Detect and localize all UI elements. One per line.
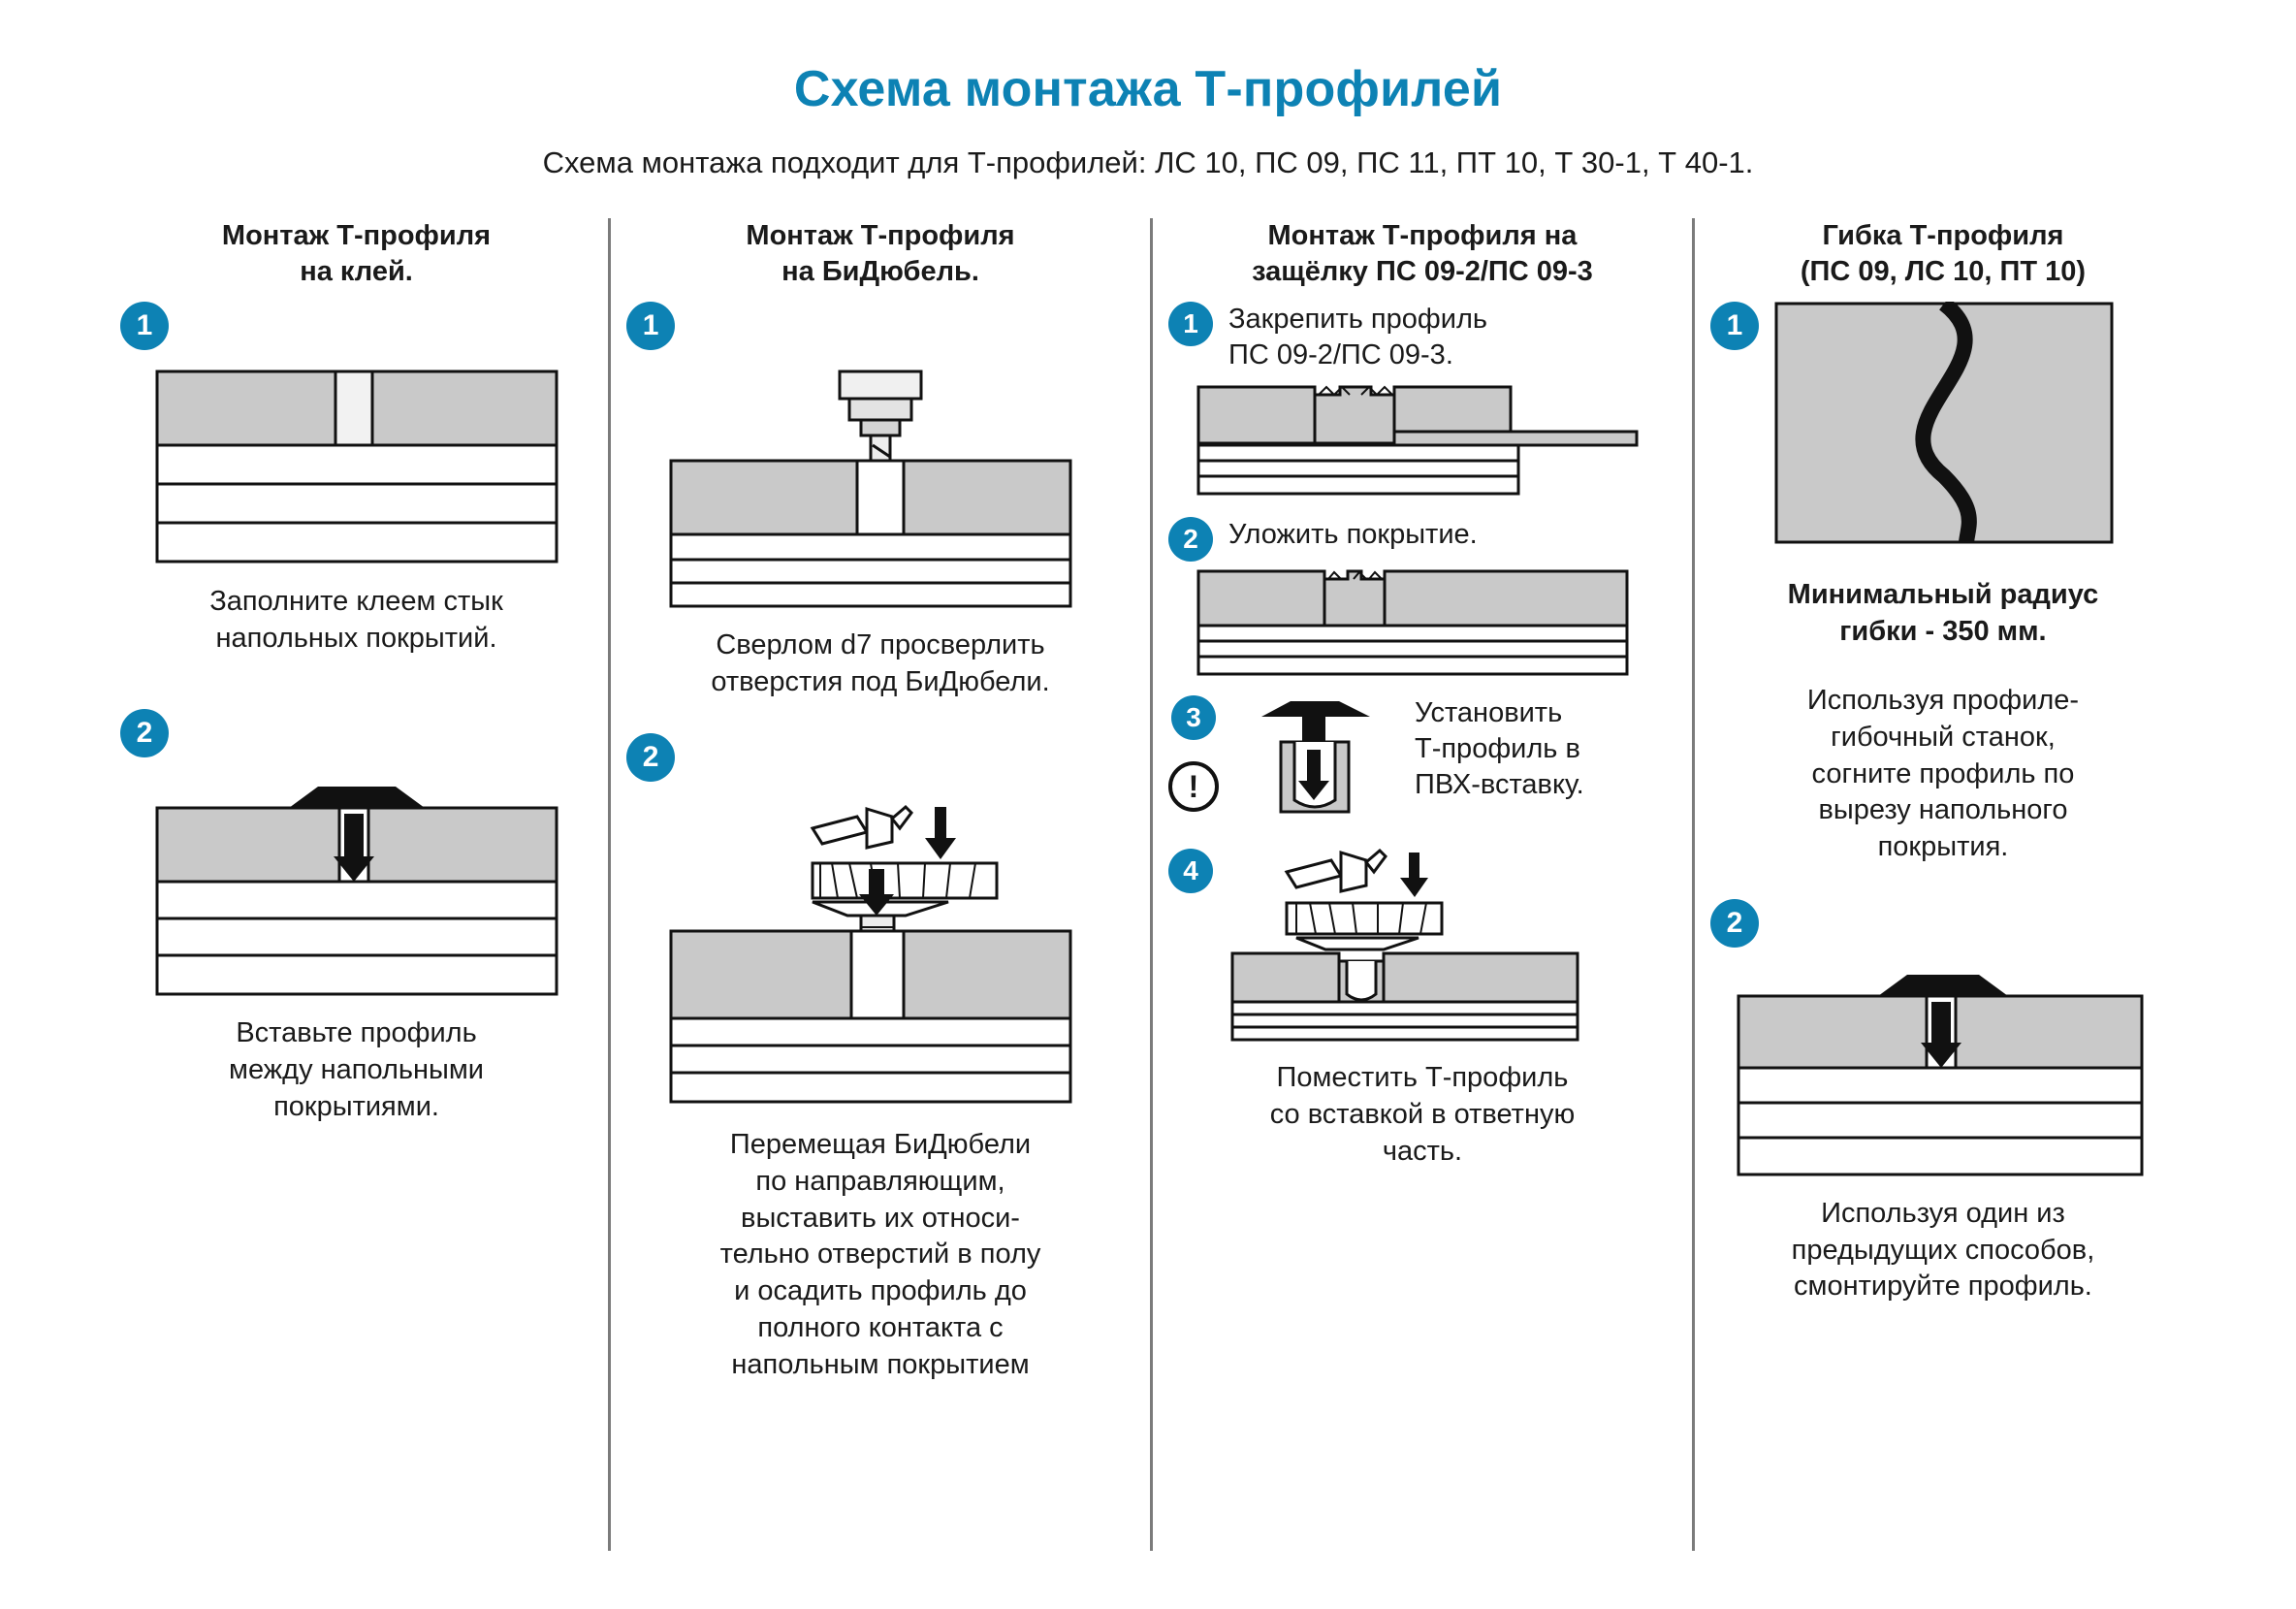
column-latch-mounting: [1150, 218, 1692, 1551]
illustration-lay-covering: [1195, 562, 1650, 678]
step-badge: 2: [1168, 517, 1213, 562]
column-3-step-2-row: [1168, 517, 1676, 562]
columns-container: [105, 218, 2191, 1551]
column-3-step-2-text: Уложить покрытие.: [1228, 519, 1478, 551]
step-badge: 2: [120, 709, 169, 757]
illustration-bent-profile-top-view: [1774, 302, 2114, 544]
column-3-step-3-row: [1168, 695, 1676, 831]
column-1-heading: Монтаж Т-профиля на клей.: [221, 220, 492, 288]
column-2-heading: Монтаж Т-профиля на БиДюбель.: [746, 220, 1015, 288]
page-title: Схема монтажа Т-профилей: [793, 61, 1503, 117]
column-4-step-1-caption: Используя профиле- гибочный станок, согните профиль по вырезу напольного покрытия.: [1806, 685, 2080, 863]
column-2-step-1-caption: Сверлом d7 просверлить отверстия под БиДюбели.: [711, 629, 1050, 697]
step-badge: 4: [1168, 849, 1213, 893]
column-glue-mounting: [105, 218, 608, 1551]
column-2-step-1-badge-row: [626, 302, 1134, 350]
column-3-step-4-caption: Поместить Т-профиль со вставкой в ответную часть.: [1269, 1062, 1576, 1167]
step-badge: 1: [1168, 302, 1213, 346]
illustration-install-bent-profile: [1735, 965, 2152, 1178]
illustration-hammer-bidubel: [667, 799, 1094, 1110]
column-4-step-2-badge-row: [1710, 899, 2176, 948]
column-2-step-2-badge-row: [626, 733, 1134, 782]
column-1-step-1-caption: Заполните клеем стык напольных покрытий.: [209, 586, 503, 654]
illustration-insert-into-pvc: [1234, 695, 1399, 831]
column-1-step-1-badge-row: [120, 302, 592, 350]
column-1-step-2-caption: Вставьте профиль между напольными покрытиями.: [229, 1017, 484, 1122]
column-3-step-1-text: Закрепить профиль ПС 09-2/ПС 09-3.: [1228, 304, 1487, 371]
step-badge: 1: [1710, 302, 1759, 350]
step-badge: 2: [626, 733, 675, 782]
column-4-step-1-row: [1710, 302, 2176, 544]
step-badge: 3: [1171, 695, 1216, 740]
warning-icon: !: [1168, 761, 1219, 812]
column-3-step-4-row: [1168, 849, 1676, 1043]
column-bidubel-mounting: [608, 218, 1150, 1551]
step-badge: 1: [626, 302, 675, 350]
illustration-insert-profile: [153, 775, 560, 998]
illustration-drill-holes: [667, 368, 1094, 610]
illustration-hammer-tprofile-into-latch: [1228, 849, 1597, 1043]
step-badge: 1: [120, 302, 169, 350]
illustration-glue-joint: [153, 368, 560, 566]
page-subtitle: Схема монтажа подходит для Т-профилей: ЛС 10, ПС 09, ПС 11, ПТ 10, Т 30-1, Т 40-1.: [542, 145, 1754, 179]
column-3-step-1-row: [1168, 302, 1676, 373]
illustration-fix-latch-profile: [1195, 373, 1650, 499]
column-3-step-3-text: Установить Т-профиль в ПВХ-вставку.: [1414, 697, 1584, 801]
column-4-step-2-caption: Используя один из предыдущих способов, смонтируйте профиль.: [1791, 1197, 2095, 1303]
column-2-step-2-caption: Перемещая БиДюбели по направляющим, выставить их относи- тельно отверстий в полу и осадить профиль до полного контакта с напольным покрытием: [719, 1129, 1041, 1380]
column-bending: [1692, 218, 2191, 1551]
step-badge: 2: [1710, 899, 1759, 948]
column-4-note: Минимальный радиус гибки - 350 мм.: [1787, 579, 2099, 647]
column-4-heading: Гибка Т-профиля (ПС 09, ЛС 10, ПТ 10): [1800, 220, 2087, 288]
column-3-heading: Монтаж Т-профиля на защёлку ПС 09-2/ПС 09-3: [1252, 220, 1593, 288]
column-1-step-2-badge-row: [120, 709, 592, 757]
